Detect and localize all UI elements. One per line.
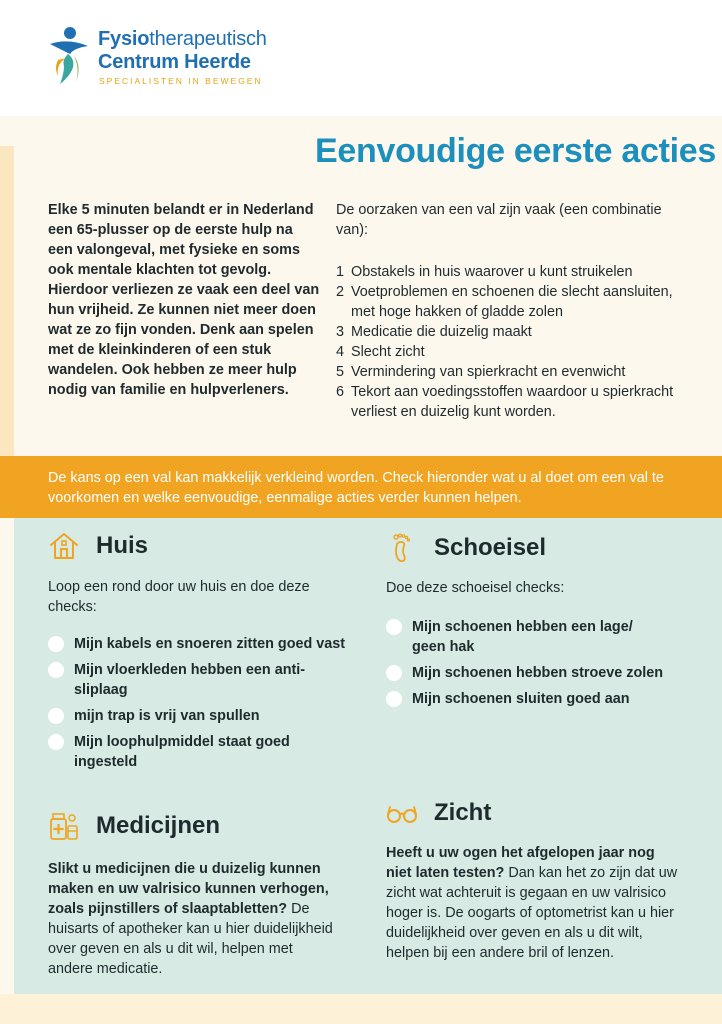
section-intro: Doe deze schoeisel checks: — [386, 580, 565, 596]
checkbox[interactable] — [48, 662, 64, 678]
list-item: 2 Voetproblemen en schoenen die slecht aansluiten, met hoge hakken of gladde zolen — [336, 284, 673, 320]
check-item: Mijn schoenen hebben stroeve zolen — [386, 663, 666, 683]
checklist-huis — [48, 634, 348, 778]
list-item: 5 Vermindering van spierkracht en evenwicht — [336, 364, 626, 380]
list-item: 4 Slecht zicht — [336, 344, 425, 360]
check-item: Mijn kabels en snoeren zitten goed vast — [48, 634, 348, 654]
section-title: Huis — [96, 532, 149, 559]
section-header-schoeisel — [386, 532, 546, 564]
list-item: 1 Obstakels in huis waarover u kunt struikelen — [336, 264, 633, 280]
causes-list — [336, 262, 696, 422]
house-icon — [48, 530, 80, 562]
page-header — [0, 0, 722, 116]
check-item: Mijn vloerkleden hebben een anti-sliplaag — [48, 660, 348, 700]
section-header-zicht — [386, 797, 491, 829]
section-title: Medicijnen — [96, 812, 221, 839]
section-header-huis — [48, 530, 148, 562]
checkbox[interactable] — [48, 636, 64, 652]
check-item: Mijn loophulpmiddel staat goed ingesteld — [48, 732, 348, 772]
section-header-medicijnen — [48, 810, 220, 842]
bottom-strip — [0, 994, 722, 1024]
section-title: Schoeisel — [434, 534, 547, 561]
intro-paragraph: Elke 5 minuten belandt er in Nederland een 65-plusser op de eerste hulp na een valongeval, met fysieke en soms ook mentale klachten tot gevolg. Hierdoor verliezen ze vaak een deel van hun vrijheid. Ze kunnen niet meer doen wat ze zo fijn vonden. Denk aan spelen met de kleinkinderen of een stuk wandelen. Ook hebben ze meer hulp nodig van familie en hulpverleners. — [48, 202, 320, 398]
info-banner: De kans op een val kan makkelijk verkleind worden. Check hieronder wat u al doet om een val te voorkomen en welke eenvoudige, eenmalige acties verder kunnen helpen. — [0, 456, 722, 518]
section-title: Zicht — [434, 799, 492, 826]
list-item: 3 Medicatie die duizelig maakt — [336, 324, 532, 340]
decorative-strip — [0, 146, 14, 456]
section-intro: Loop een rond door uw huis en doe deze checks: — [48, 579, 310, 615]
check-item: Mijn schoenen hebben een lage/ geen hak — [386, 617, 666, 657]
logo — [46, 26, 296, 88]
checkbox[interactable] — [48, 734, 64, 750]
section-text-zicht: Heeft u uw ogen het afgelopen jaar nog niet laten testen? Dan kan het zo zijn dat uw zicht wat achteruit is gegaan en uw valrisico hoger is. De oogarts of optometrist kan u hier duidelijkheid over geven en als u dit wilt, helpen bij een andere bril of lenzen. — [386, 845, 678, 961]
logo-line-2: Centrum Heerde — [98, 51, 251, 73]
logo-figure-icon — [46, 26, 90, 86]
check-item: Mijn schoenen sluiten goed aan — [386, 689, 666, 709]
medicine-icon — [48, 810, 80, 842]
logo-tagline: SPECIALISTEN IN BEWEGEN — [99, 76, 263, 86]
section-text-medicijnen: Slikt u medicijnen die u duizelig kunnen maken en uw valrisico kunnen verhogen, zoals pijnstillers of slaaptabletten? De huisarts of apotheker kan u hier duidelijkheid over geven en als u dit wil, helpen met andere medicatie. — [48, 861, 333, 977]
page-title: Eenvoudige eerste acties — [315, 132, 716, 170]
list-item: 6 Tekort aan voedingsstoffen waardoor u spierkracht verliest en duizelig kunt worden. — [336, 384, 674, 420]
footprint-icon — [386, 532, 418, 564]
checkbox[interactable] — [386, 691, 402, 707]
checkbox[interactable] — [386, 619, 402, 635]
checkbox[interactable] — [386, 665, 402, 681]
logo-line-1: Fysiotherapeutisch — [98, 28, 267, 50]
causes-intro: De oorzaken van een val zijn vaak (een combinatie van): — [336, 202, 662, 238]
check-item: mijn trap is vrij van spullen — [48, 706, 348, 726]
glasses-icon — [386, 797, 418, 829]
checklist-schoeisel — [386, 617, 666, 715]
checkbox[interactable] — [48, 708, 64, 724]
